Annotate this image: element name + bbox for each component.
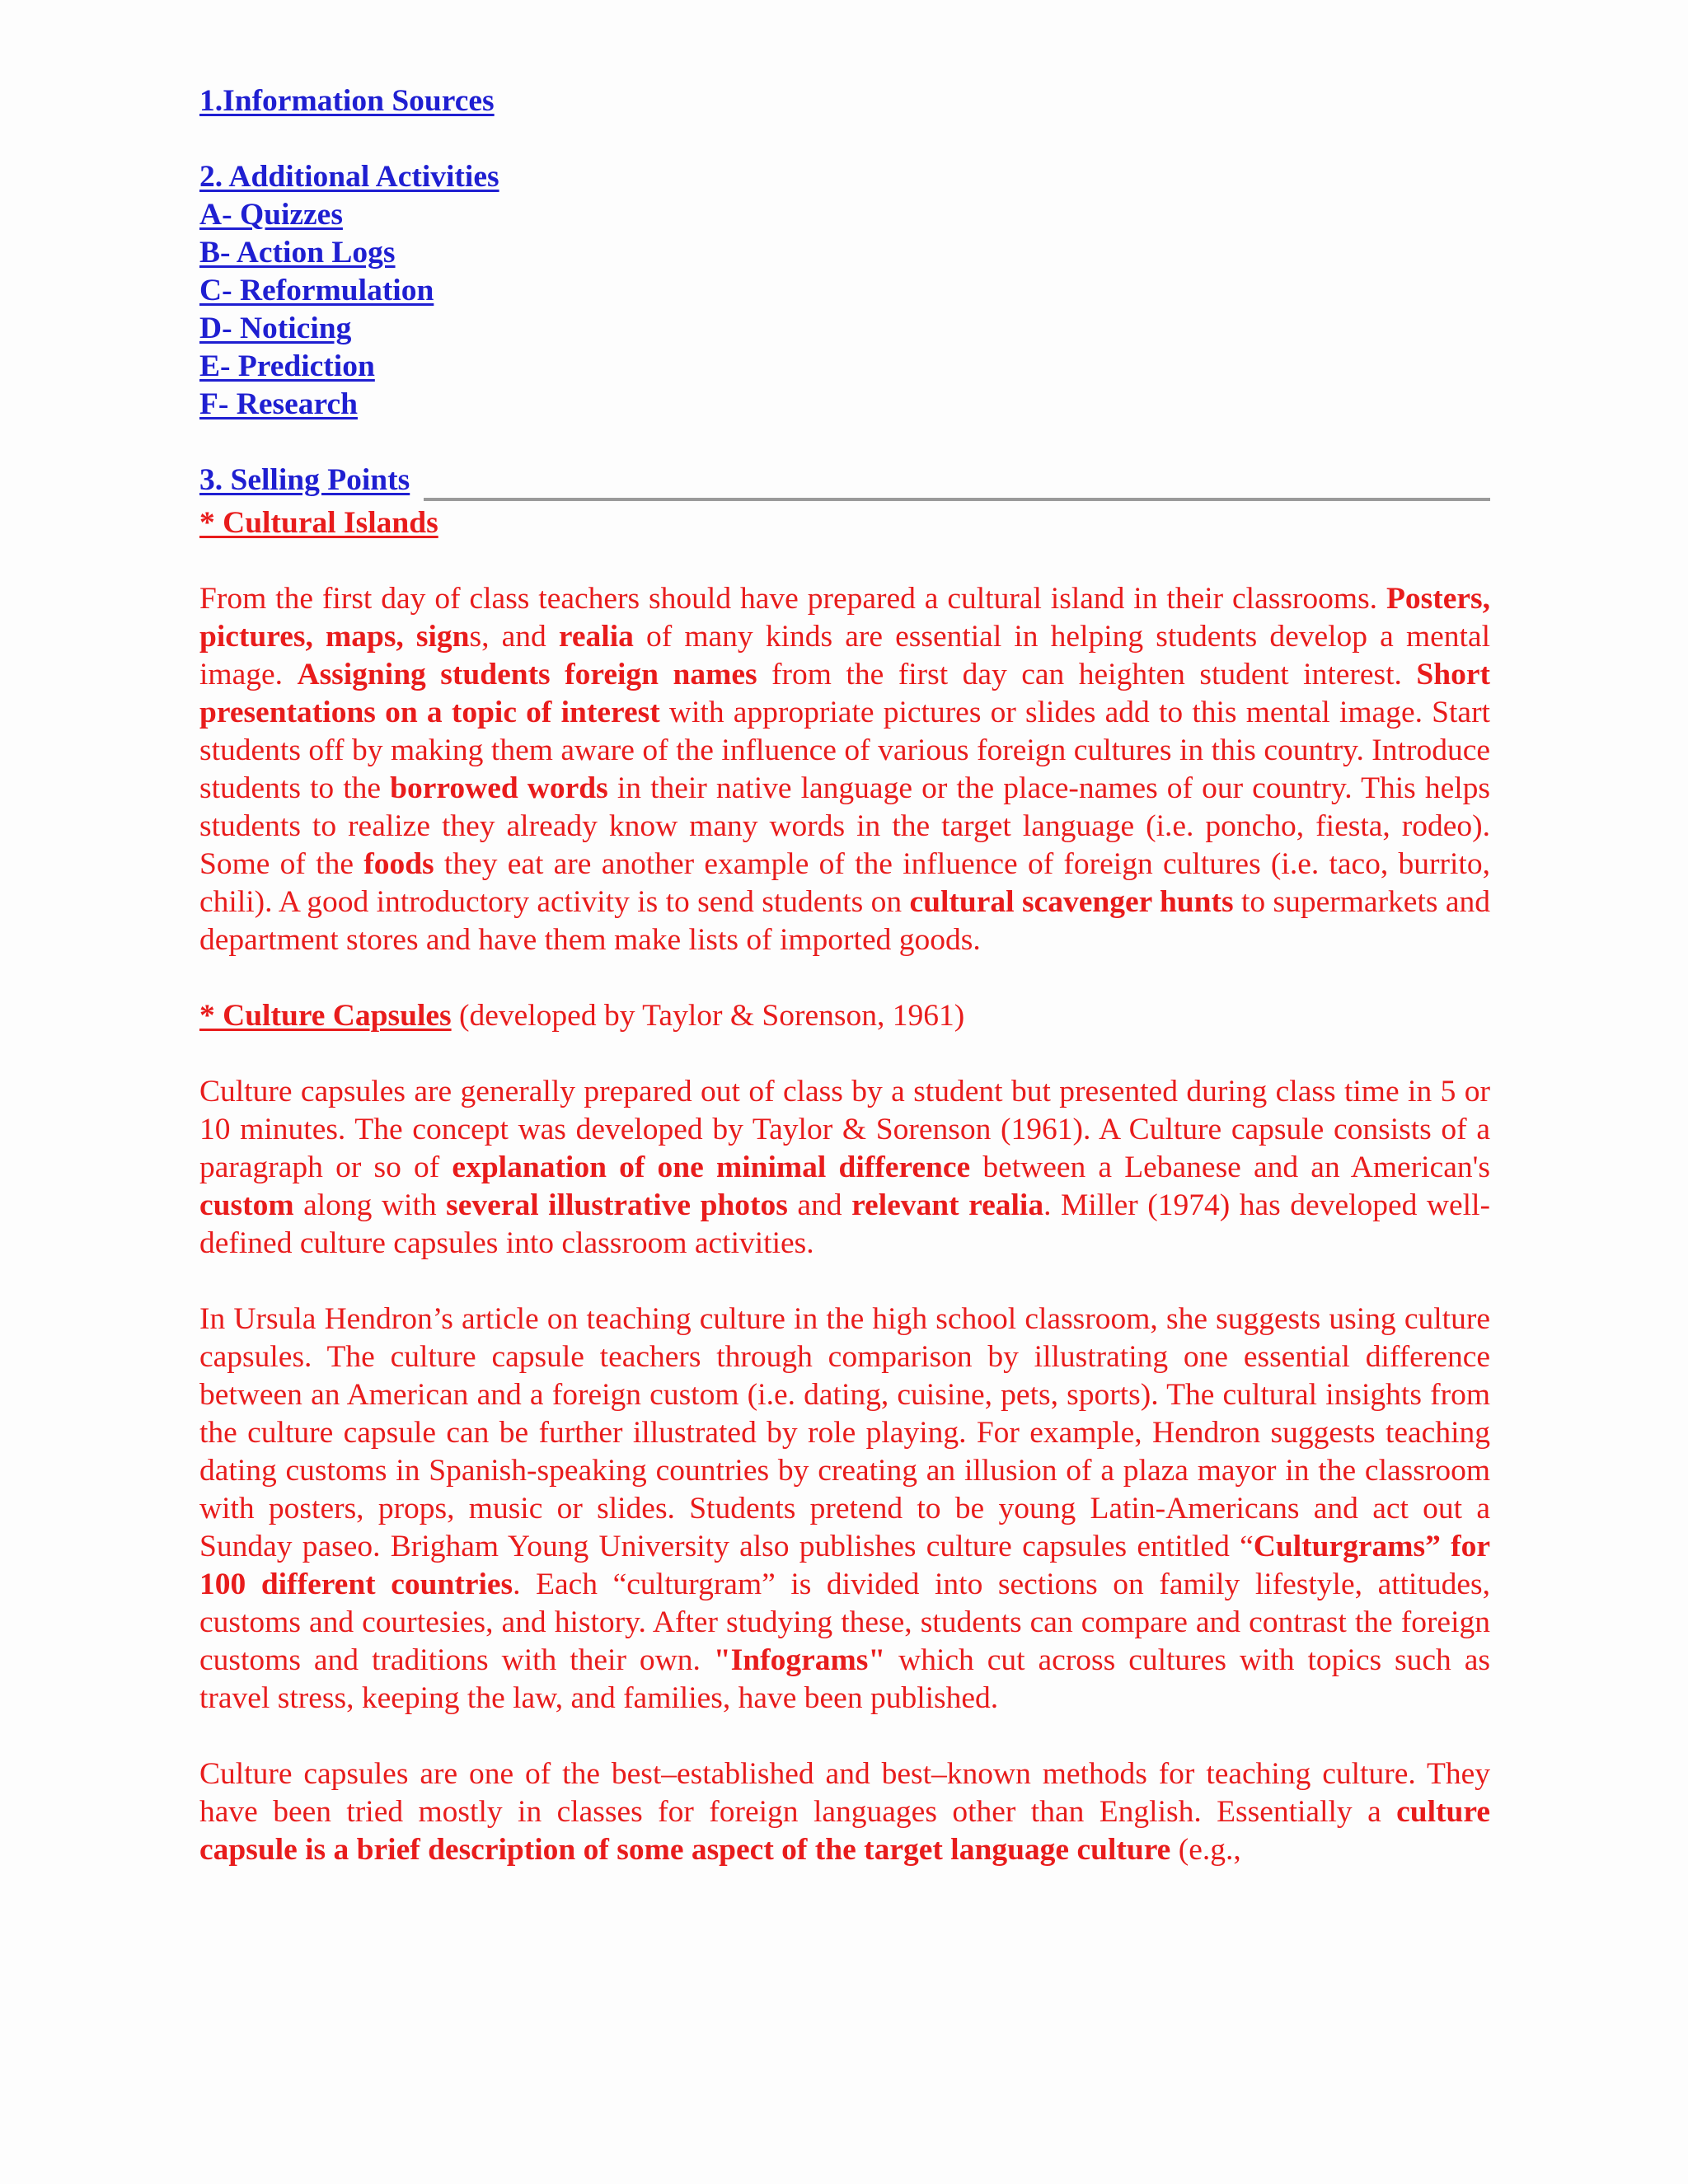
emphasis-text: Short presentations on a topic of interest bbox=[199, 658, 1490, 729]
link-additional-activities[interactable]: 2. Additional Activities bbox=[199, 160, 499, 194]
link-noticing[interactable]: D- Noticing bbox=[199, 312, 352, 345]
table-of-contents bbox=[199, 82, 1490, 499]
body-text: they eat are another example of the influence of foreign cultures (i.e. taco, burrito, chili). A good introductory activity is to send students on bbox=[199, 847, 1490, 919]
body-text: (e.g., bbox=[1170, 1833, 1241, 1867]
body-text: of many kinds are essential in helping students develop a mental image. bbox=[199, 620, 1490, 691]
emphasis-text: custom bbox=[199, 1188, 294, 1222]
horizontal-rule bbox=[424, 498, 1490, 501]
paragraph-cultural-islands bbox=[199, 580, 1490, 959]
emphasis-text: culture capsule is a brief description of some aspect of the target language culture bbox=[199, 1795, 1490, 1867]
heading-cultural-islands: * Cultural Islands bbox=[199, 506, 438, 540]
body-text: which cut across cultures with topics such as travel stress, keeping the law, and families, have been published. bbox=[199, 1643, 1490, 1715]
link-quizzes[interactable]: A- Quizzes bbox=[199, 198, 343, 232]
link-information-sources[interactable]: 1.Information Sources bbox=[199, 84, 495, 118]
spacer bbox=[199, 424, 1490, 462]
link-selling-points[interactable]: 3. Selling Points bbox=[199, 463, 410, 497]
spacer bbox=[199, 542, 1490, 580]
link-action-logs[interactable]: B- Action Logs bbox=[199, 236, 396, 269]
body-text: in their native language or the place-names of our country. This helps students to realize they already know many words in the target language (i.e. poncho, fiesta, rodeo). Some of the bbox=[199, 771, 1490, 881]
selling-points-row bbox=[199, 462, 1490, 499]
section-cultural-islands bbox=[199, 504, 1490, 959]
heading-culture-capsules: * Culture Capsules bbox=[199, 999, 452, 1033]
heading-note: (developed by Taylor & Sorenson, 1961) bbox=[451, 999, 965, 1033]
body-text: . Miller (1974) has developed well-defined culture capsules into classroom activities. bbox=[199, 1188, 1490, 1260]
emphasis-text: Culturgrams” for 100 different countries bbox=[199, 1530, 1491, 1601]
body-text: From the first day of class teachers should have prepared a cultural island in their classrooms. bbox=[199, 582, 1386, 616]
body-text: s, and bbox=[469, 620, 559, 654]
body-text: to supermarkets and department stores and have them make lists of imported goods. bbox=[199, 885, 1490, 957]
paragraph-culture-capsules-3 bbox=[199, 1755, 1490, 1869]
link-prediction[interactable]: E- Prediction bbox=[199, 349, 375, 383]
body-text: between a Lebanese and an American's bbox=[970, 1151, 1490, 1184]
emphasis-text: Posters, pictures, maps, sign bbox=[199, 582, 1490, 654]
paragraph-culture-capsules-2 bbox=[199, 1301, 1490, 1718]
link-reformulation[interactable]: C- Reformulation bbox=[199, 274, 434, 307]
emphasis-text: Assigning students foreign names bbox=[297, 658, 757, 691]
spacer bbox=[199, 959, 1490, 997]
body-text: and bbox=[787, 1188, 852, 1222]
spacer bbox=[199, 1718, 1490, 1755]
section-culture-capsules bbox=[199, 997, 1490, 1869]
body-text: from the first day can heighten student interest. bbox=[757, 658, 1417, 691]
body-text: Culture capsules are generally prepared out of class by a student but presented during class time in 5 or 10 minutes. The concept was developed by Taylor & Sorenson (1961). A Culture capsule consists of a paragraph or so of bbox=[199, 1075, 1490, 1184]
emphasis-text: borrowed words bbox=[390, 771, 608, 805]
emphasis-text: cultural scavenger hunts bbox=[909, 885, 1234, 919]
spacer bbox=[199, 120, 1490, 158]
spacer bbox=[199, 1263, 1490, 1301]
emphasis-text: explanation of one minimal difference bbox=[452, 1151, 971, 1184]
emphasis-text: several illustrative photos bbox=[446, 1188, 788, 1222]
emphasis-text: "Infograms" bbox=[713, 1643, 886, 1677]
body-text: with appropriate pictures or slides add to this mental image. Start students off by making them aware of the influence of various foreign cultures in this country. Introduce students to the bbox=[199, 696, 1490, 805]
link-research[interactable]: F- Research bbox=[199, 387, 358, 421]
document-page bbox=[199, 82, 1490, 1869]
body-text: along with bbox=[293, 1188, 447, 1222]
culture-capsules-heading-line bbox=[199, 997, 1490, 1035]
paragraph-culture-capsules-1 bbox=[199, 1073, 1490, 1263]
emphasis-text: relevant realia bbox=[851, 1188, 1044, 1222]
body-text: Culture capsules are one of the best–established and best–known methods for teaching culture. They have been tried mostly in classes for foreign languages other than English. Essentially a bbox=[199, 1757, 1490, 1829]
body-text: In Ursula Hendron’s article on teaching culture in the high school classroom, she suggests using culture capsules. The culture capsule teachers through comparison by illustrating one essential difference between an American and a foreign custom (i.e. dating, cuisine, pets, sports). The cultural insights from the culture capsule can be further illustrated by role playing. For example, Hendron suggests teaching dating customs in Spanish-speaking countries by creating an illusion of a plaza mayor in the classroom with posters, props, music or slides. Students pretend to be young Latin-Americans and act out a Sunday paseo. Brigham Young University also publishes culture capsules entitled “ bbox=[199, 1302, 1490, 1563]
spacer bbox=[199, 1035, 1490, 1073]
emphasis-text: realia bbox=[558, 620, 634, 654]
body-text: . Each “culturgram” is divided into sections on family lifestyle, attitudes, customs and courtesies, and history. After studying these, students can compare and contrast the foreign customs and traditions with their own. bbox=[199, 1568, 1490, 1677]
emphasis-text: foods bbox=[363, 847, 434, 881]
